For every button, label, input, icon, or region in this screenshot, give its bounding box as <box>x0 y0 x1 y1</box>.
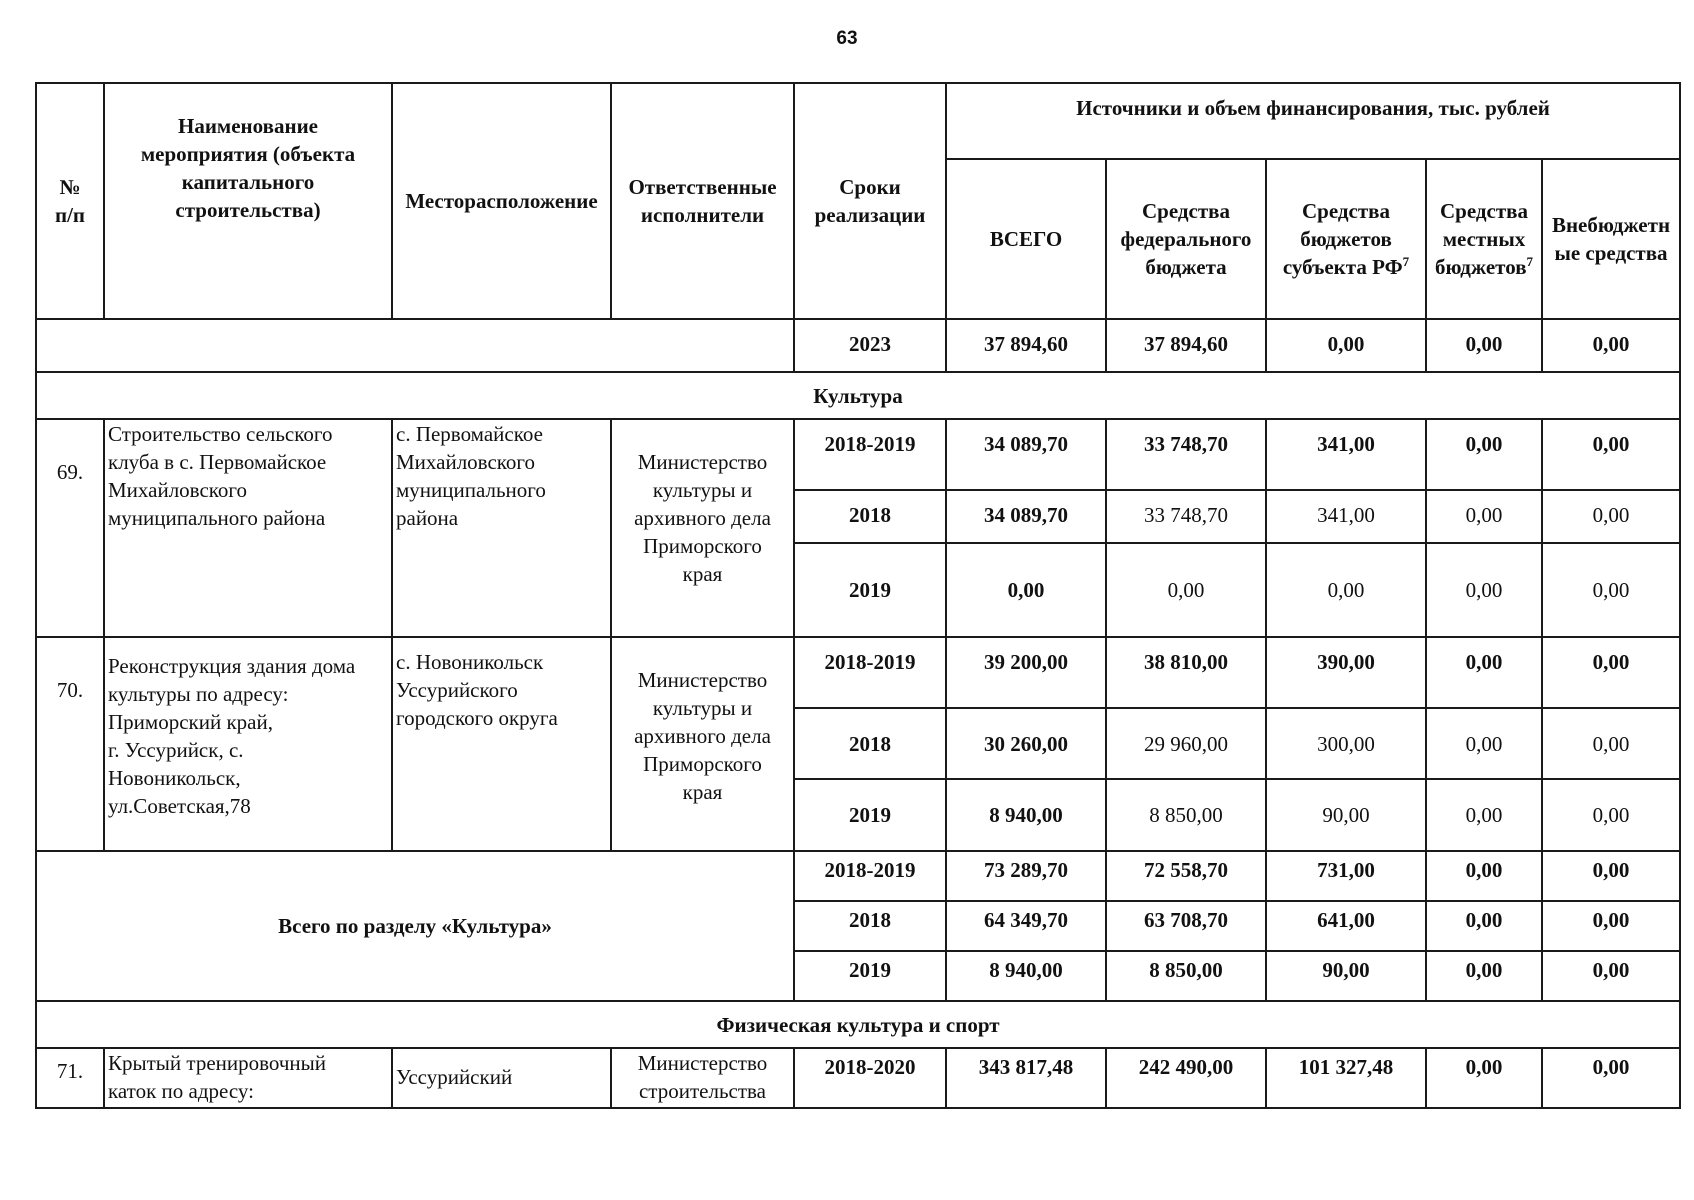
empty-cell <box>36 319 794 372</box>
value-cell: 641,00 <box>1266 901 1426 951</box>
value-cell: 0,00 <box>1426 708 1542 779</box>
header-terms: Сроки реализации <box>794 83 946 319</box>
value-cell: 8 940,00 <box>946 951 1106 1001</box>
value-cell: 73 289,70 <box>946 851 1106 901</box>
value-cell: 72 558,70 <box>1106 851 1266 901</box>
footnote-mark: 7 <box>1526 254 1534 269</box>
header-row-1 <box>36 83 1680 159</box>
value-cell: 341,00 <box>1266 490 1426 543</box>
item-location: с. Новоникольск Уссурийского городского округа <box>392 637 611 851</box>
financing-table <box>35 82 1681 1109</box>
total-label: Всего по разделу «Культура» <box>36 851 794 1001</box>
value-cell: 8 850,00 <box>1106 779 1266 851</box>
value-cell: 30 260,00 <box>946 708 1106 779</box>
year-cell: 2018-2019 <box>794 419 946 490</box>
value-cell: 0,00 <box>1426 637 1542 708</box>
header-num: № п/п <box>36 83 104 319</box>
value-cell: 0,00 <box>1426 1048 1542 1108</box>
value-cell: 39 200,00 <box>946 637 1106 708</box>
header-name: Наименование мероприятия (объекта капитального строительства) <box>104 83 392 319</box>
header-federal: Средства федерального бюджета <box>1106 159 1266 319</box>
value-cell: 0,00 <box>1426 851 1542 901</box>
row-number: 69. <box>36 419 104 637</box>
footnote-mark: 7 <box>1402 254 1410 269</box>
table-row-2023 <box>36 319 1680 372</box>
value-cell: 0,00 <box>1426 901 1542 951</box>
value-cell: 341,00 <box>1266 419 1426 490</box>
value-cell: 731,00 <box>1266 851 1426 901</box>
value-cell: 343 817,48 <box>946 1048 1106 1108</box>
table-row-70-a <box>36 637 1680 708</box>
item-location: Уссурийский <box>392 1048 611 1108</box>
value-cell: 300,00 <box>1266 708 1426 779</box>
value-cell: 0,00 <box>1542 951 1680 1001</box>
value-cell: 0,00 <box>1542 708 1680 779</box>
section-title: Культура <box>36 372 1680 419</box>
section-title: Физическая культура и спорт <box>36 1001 1680 1048</box>
header-total: ВСЕГО <box>946 159 1106 319</box>
value-cell: 0,00 <box>1426 779 1542 851</box>
value-cell: 0,00 <box>1542 901 1680 951</box>
header-extra: Внебюджетн ые средства <box>1542 159 1680 319</box>
value-cell: 0,00 <box>1542 779 1680 851</box>
value-cell: 0,00 <box>1542 851 1680 901</box>
item-name: Крытый тренировочный каток по адресу: <box>104 1048 392 1108</box>
value-cell: 0,00 <box>1426 319 1542 372</box>
year-cell: 2018 <box>794 490 946 543</box>
year-cell: 2019 <box>794 951 946 1001</box>
value-cell: 0,00 <box>1542 1048 1680 1108</box>
value-cell: 33 748,70 <box>1106 490 1266 543</box>
header-location: Месторасположение <box>392 83 611 319</box>
section-row-culture <box>36 372 1680 419</box>
page-number: 63 <box>836 28 858 49</box>
value-cell: 33 748,70 <box>1106 419 1266 490</box>
value-cell: 390,00 <box>1266 637 1426 708</box>
item-executor: Министерство культуры и архивного дела Приморского края <box>611 637 794 851</box>
value-cell: 29 960,00 <box>1106 708 1266 779</box>
value-cell: 0,00 <box>1542 637 1680 708</box>
item-executor: Министерство культуры и архивного дела Приморского края <box>611 419 794 637</box>
value-cell: 101 327,48 <box>1266 1048 1426 1108</box>
value-cell: 0,00 <box>946 543 1106 637</box>
value-cell: 0,00 <box>1426 543 1542 637</box>
value-cell: 0,00 <box>1542 490 1680 543</box>
year-cell: 2019 <box>794 543 946 637</box>
table-row-69-a <box>36 419 1680 490</box>
year-cell: 2018-2019 <box>794 851 946 901</box>
value-cell: 63 708,70 <box>1106 901 1266 951</box>
value-cell: 38 810,00 <box>1106 637 1266 708</box>
value-cell: 242 490,00 <box>1106 1048 1266 1108</box>
header-executors: Ответственные исполнители <box>611 83 794 319</box>
value-cell: 0,00 <box>1426 490 1542 543</box>
value-cell: 0,00 <box>1542 543 1680 637</box>
value-cell: 37 894,60 <box>946 319 1106 372</box>
value-cell: 0,00 <box>1426 419 1542 490</box>
year-cell: 2019 <box>794 779 946 851</box>
value-cell: 64 349,70 <box>946 901 1106 951</box>
item-name: Реконструкция здания дома культуры по адресу: Приморский край, г. Уссурийск, с. Новоникольск, ул.Советская,78 <box>104 637 392 851</box>
value-cell: 0,00 <box>1266 543 1426 637</box>
value-cell: 0,00 <box>1542 419 1680 490</box>
year-cell: 2018 <box>794 901 946 951</box>
row-number: 71. <box>36 1048 104 1108</box>
value-cell: 37 894,60 <box>1106 319 1266 372</box>
value-cell: 0,00 <box>1106 543 1266 637</box>
year-cell: 2018 <box>794 708 946 779</box>
value-cell: 34 089,70 <box>946 419 1106 490</box>
value-cell: 8 940,00 <box>946 779 1106 851</box>
table-row-71 <box>36 1048 1680 1108</box>
item-executor: Министерство строительства <box>611 1048 794 1108</box>
row-number: 70. <box>36 637 104 851</box>
value-cell: 90,00 <box>1266 951 1426 1001</box>
value-cell: 0,00 <box>1426 951 1542 1001</box>
year-cell: 2018-2019 <box>794 637 946 708</box>
header-subject: Средства бюджетов субъекта $РФ^7$ <box>1266 159 1426 319</box>
value-cell: 90,00 <box>1266 779 1426 851</box>
year-cell: 2023 <box>794 319 946 372</box>
value-cell: 0,00 <box>1542 319 1680 372</box>
value-cell: 0,00 <box>1266 319 1426 372</box>
item-name: Строительство сельского клуба в с. Первомайское Михайловского муниципального района <box>104 419 392 637</box>
value-cell: 8 850,00 <box>1106 951 1266 1001</box>
header-local: Средства местных бюджетов$^7$ <box>1426 159 1542 319</box>
header-funding-group: Источники и объем финансирования, тыс. рублей <box>946 83 1680 159</box>
table-row-total-a <box>36 851 1680 901</box>
value-cell: 34 089,70 <box>946 490 1106 543</box>
year-cell: 2018-2020 <box>794 1048 946 1108</box>
section-row-sport <box>36 1001 1680 1048</box>
item-location: с. Первомайское Михайловского муниципального района <box>392 419 611 637</box>
